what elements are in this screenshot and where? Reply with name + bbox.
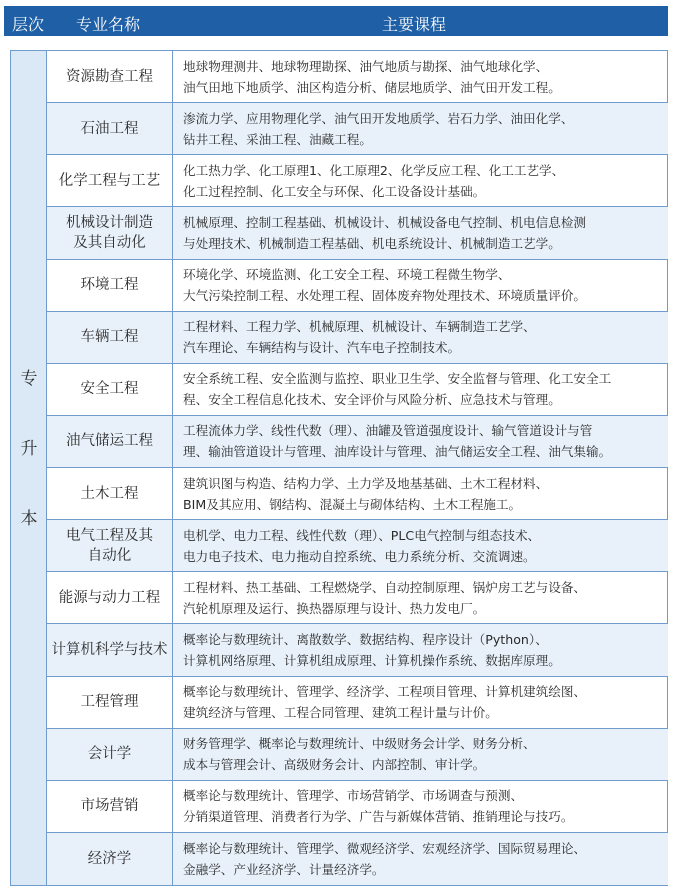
major-name xyxy=(47,207,173,258)
table-row xyxy=(47,833,668,885)
major-name-text: 会计学 xyxy=(87,746,132,763)
level-char: 专 xyxy=(20,369,38,389)
course-list xyxy=(173,260,668,311)
table-row xyxy=(47,416,668,468)
course-list-text: 电机学、电力工程、线性代数（理）、PLC电气控制与组态技术、 电力电子技术、电力拖动自控系统、电力系统分析、交流调速。 xyxy=(183,527,541,564)
major-name xyxy=(47,260,173,311)
course-list-text: 概率论与数理统计、管理学、经济学、工程项目管理、计算机建筑绘图、 建筑经济与管理、工程合同管理、建筑工程计量与计价。 xyxy=(183,684,586,721)
course-list xyxy=(173,624,668,675)
table-row xyxy=(47,103,668,155)
course-list-text: 机械原理、控制工程基础、机械设计、机械设备电气控制、机电信息检测 与处理技术、机械制造工程基础、机电系统设计、机械制造工艺学。 xyxy=(183,214,586,251)
course-list-text: 环境化学、环境监测、化工安全工程、环境工程微生物学、 大气污染控制工程、水处理工程、固体废弃物处理技术、环境质量评价。 xyxy=(183,267,586,304)
table-row xyxy=(47,520,668,572)
header-level: 层次 xyxy=(12,15,45,34)
table-row xyxy=(47,312,668,364)
major-name xyxy=(47,51,173,102)
course-list xyxy=(173,833,668,885)
major-name xyxy=(47,103,173,154)
course-list xyxy=(173,103,668,154)
major-name-text: 工程管理 xyxy=(80,694,139,711)
major-name-text: 安全工程 xyxy=(80,381,139,398)
major-name-text: 油气储运工程 xyxy=(66,433,153,450)
course-list xyxy=(173,729,668,780)
major-name-text: 市场营销 xyxy=(80,798,139,815)
table-row xyxy=(47,729,668,781)
level-column xyxy=(11,51,47,885)
course-list xyxy=(173,312,668,363)
level-char: 升 xyxy=(20,439,38,459)
course-list-text: 概率论与数理统计、管理学、微观经济学、宏观经济学、国际贸易理论、 金融学、产业经济学、计量经济学。 xyxy=(183,840,586,877)
header-major: 专业名称 xyxy=(76,15,141,34)
header-courses: 主要课程 xyxy=(382,15,447,34)
course-list xyxy=(173,155,668,206)
major-name-text: 土木工程 xyxy=(80,485,139,502)
major-name-text: 机械设计制造 及其自动化 xyxy=(66,214,153,251)
course-list xyxy=(173,781,668,832)
major-name-text: 计算机科学与技术 xyxy=(51,641,168,658)
table-row xyxy=(47,51,668,103)
course-list xyxy=(173,572,668,623)
table-row xyxy=(47,207,668,259)
course-list-text: 工程材料、工程力学、机械原理、机械设计、车辆制造工艺学、 汽车理论、车辆结构与设计、汽车电子控制技术。 xyxy=(183,319,536,356)
major-name-text: 车辆工程 xyxy=(80,329,139,346)
major-name xyxy=(47,312,173,363)
major-name xyxy=(47,155,173,206)
major-name xyxy=(47,416,173,467)
major-name xyxy=(47,677,173,728)
table-row xyxy=(47,364,668,416)
major-name xyxy=(47,468,173,519)
course-list-text: 概率论与数理统计、离散数学、数据结构、程序设计（Python）、 计算机网络原理、计算机组成原理、计算机操作系统、数据库原理。 xyxy=(183,631,561,668)
course-list-text: 建筑识图与构造、结构力学、土力学及地基基础、土木工程材料、 BIM及其应用、钢结构、混凝土与砌体结构、土木工程施工。 xyxy=(183,475,549,512)
table-row xyxy=(47,624,668,676)
course-list-text: 工程流体力学、线性代数（理）、油罐及管道强度设计、输气管道设计与管 理、输油管道设计与管理、油库设计与管理、油气储运安全工程、油气集输。 xyxy=(183,423,612,460)
table-rows xyxy=(47,51,668,885)
major-name xyxy=(47,624,173,675)
major-name-text: 化学工程与工艺 xyxy=(58,172,161,189)
course-list xyxy=(173,416,668,467)
table-row xyxy=(47,677,668,729)
course-list-text: 概率论与数理统计、管理学、市场营销学、市场调查与预测、 分销渠道管理、消费者行为学、广告与新媒体营销、推销理论与技巧。 xyxy=(183,788,574,825)
major-name-text: 经济学 xyxy=(87,850,132,867)
course-list xyxy=(173,677,668,728)
course-list-text: 化工热力学、化工原理1、化工原理2、化学反应工程、化工工艺学、 化工过程控制、化工安全与环保、化工设备设计基础。 xyxy=(183,162,565,199)
course-list-text: 地球物理测井、地球物理勘探、油气地质与勘探、油气地球化学、 油气田地下地质学、油区构造分析、储层地质学、油气田开发工程。 xyxy=(183,58,561,95)
course-list xyxy=(173,207,668,258)
table-header xyxy=(4,6,668,36)
course-list xyxy=(173,520,668,571)
major-name-text: 环境工程 xyxy=(80,277,139,294)
major-name-text: 资源勘查工程 xyxy=(66,68,153,85)
major-name xyxy=(47,729,173,780)
major-name xyxy=(47,364,173,415)
course-list xyxy=(173,364,668,415)
major-name-text: 石油工程 xyxy=(80,120,139,137)
course-list-text: 安全系统工程、安全监测与监控、职业卫生学、安全监督与管理、化工安全工 程、安全工程信息化技术、安全评价与风险分析、应急技术与管理。 xyxy=(183,371,612,408)
course-list-text: 财务管理学、概率论与数理统计、中级财务会计学、财务分析、 成本与管理会计、高级财务会计、内部控制、审计学。 xyxy=(183,736,536,773)
level-char: 本 xyxy=(20,509,38,529)
course-table xyxy=(10,50,668,886)
table-row xyxy=(47,781,668,833)
course-list-text: 渗流力学、应用物理化学、油气田开发地质学、岩石力学、油田化学、 钻井工程、采油工程、油藏工程。 xyxy=(183,110,574,147)
table-row xyxy=(47,155,668,207)
table-row xyxy=(47,468,668,520)
major-name xyxy=(47,833,173,885)
major-name xyxy=(47,572,173,623)
table-row xyxy=(47,572,668,624)
course-list xyxy=(173,51,668,102)
major-name-text: 电气工程及其 自动化 xyxy=(66,527,153,564)
major-name-text: 能源与动力工程 xyxy=(58,589,161,606)
major-name xyxy=(47,520,173,571)
major-name xyxy=(47,781,173,832)
course-list xyxy=(173,468,668,519)
table-row xyxy=(47,260,668,312)
course-list-text: 工程材料、热工基础、工程燃烧学、自动控制原理、锅炉房工艺与设备、 汽轮机原理及运行、换热器原理与设计、热力发电厂。 xyxy=(183,579,586,616)
